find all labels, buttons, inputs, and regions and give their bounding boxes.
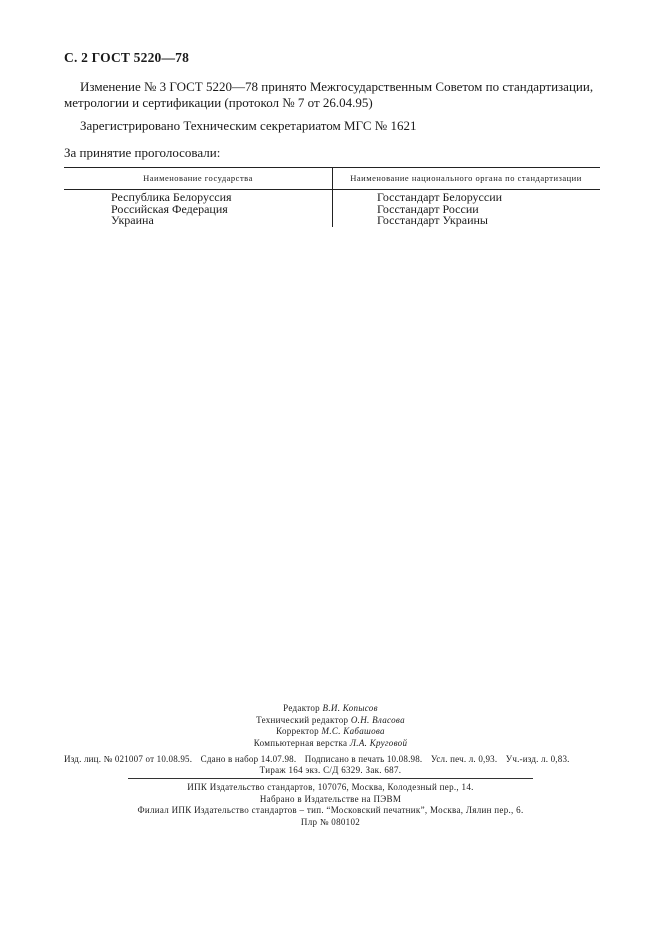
imprint-license: Изд. лиц. № 021007 от 10.08.95. <box>64 754 193 764</box>
credit-proofreader <box>0 726 661 738</box>
table-cell-body: Госстандарт Белоруссии <box>377 190 503 204</box>
publisher-line: Набрано в Издательстве на ПЭВМ <box>259 793 402 804</box>
voting-table <box>64 167 600 227</box>
imprint-sent: Сдано в набор 14.07.98. <box>200 754 297 764</box>
credit-editor-name: В.И. Копысов <box>322 703 378 713</box>
table-cell-state: Республика Белоруссия <box>111 190 232 204</box>
credit-tech-editor-label: Технический редактор <box>256 714 349 725</box>
credit-editor-label: Редактор <box>283 703 320 713</box>
imprint-rule <box>128 778 533 779</box>
publisher-block <box>0 782 661 828</box>
imprint-pub-sheets: Уч.-изд. л. 0,83. <box>505 754 570 764</box>
table-header-body: Наименование национального органа по стандартизации <box>350 173 582 183</box>
imprint-print-sheets: Усл. печ. л. 0,93. <box>430 754 498 764</box>
imprint-signed: Подписано в печать 10.08.98. <box>304 754 423 764</box>
table-column-states <box>111 192 232 227</box>
publisher-line: Плр № 080102 <box>300 816 361 827</box>
amendment-paragraph: Изменение № 3 ГОСТ 5220—78 принято Межгосударственным Советом по стандартизации, метрологии и сертификации (протокол № 7 от 26.04.95) <box>64 79 594 110</box>
credit-tech-editor-name: О.Н. Власова <box>350 714 405 725</box>
table-header-state: Наименование государства <box>143 173 253 183</box>
table-cell-body: Госстандарт Украины <box>377 213 488 227</box>
credit-editor <box>0 703 661 715</box>
table-cell-state: Украина <box>111 213 154 227</box>
table-column-bodies <box>377 192 502 227</box>
voting-intro: За принятие проголосовали: <box>64 145 221 160</box>
credit-layout-name: Л.А. Круговой <box>349 737 408 748</box>
page-header: С. 2 ГОСТ 5220—78 <box>64 50 190 65</box>
imprint-line <box>64 754 600 764</box>
credits-block <box>0 703 661 749</box>
table-cell-body: Госстандарт России <box>377 201 479 216</box>
imprint-run: Тираж 164 экз. С/Д 6329. Зак. 687. <box>259 765 402 775</box>
registration-paragraph: Зарегистрировано Техническим секретариатом МГС № 1621 <box>80 118 417 133</box>
table-cell-state: Российская Федерация <box>111 201 228 216</box>
credit-tech-editor <box>0 715 661 727</box>
credit-layout-label: Компьютерная верстка <box>253 737 348 748</box>
credit-proofreader-name: М.С. Кабашова <box>321 726 385 736</box>
publisher-line: ИПК Издательство стандартов, 107076, Москва, Колодезный пер., 14. <box>187 782 474 792</box>
credit-proofreader-label: Корректор <box>276 726 319 736</box>
credit-layout <box>0 738 661 750</box>
publisher-line: Филиал ИПК Издательство стандартов – тип. “Московский печатник”, Москва, Лялин пер., 6. <box>137 805 524 815</box>
